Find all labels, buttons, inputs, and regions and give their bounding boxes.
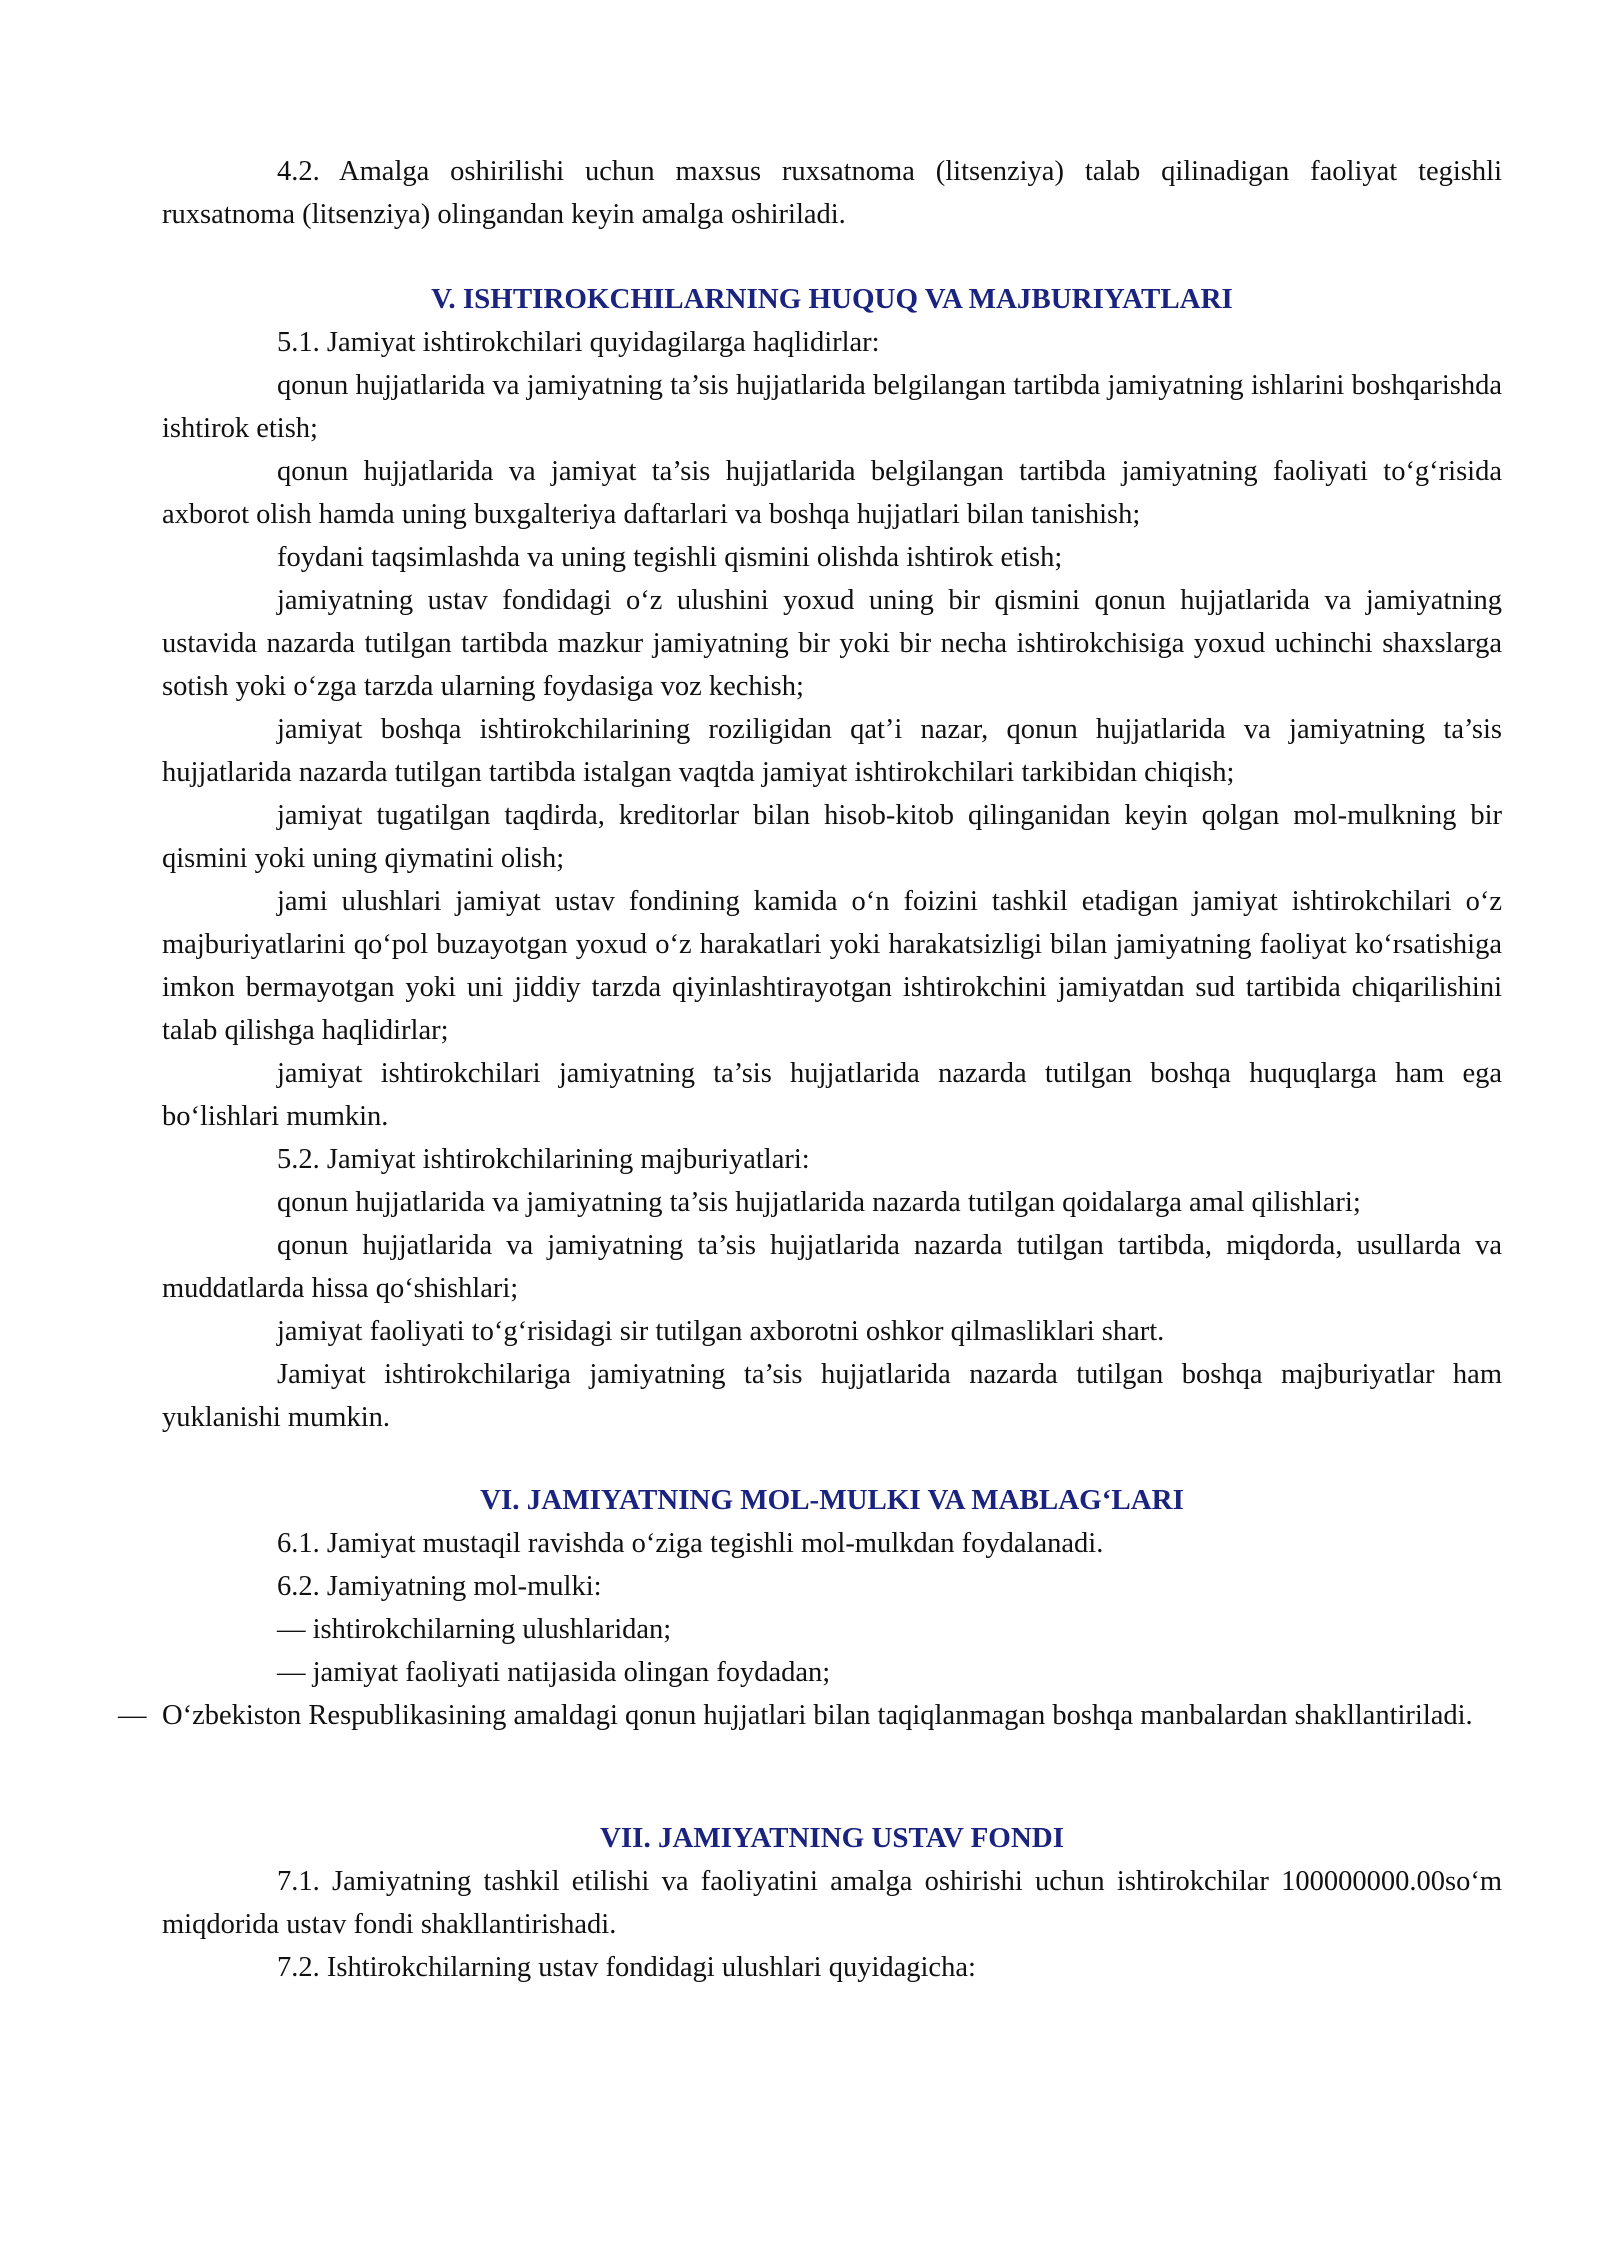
paragraph: jamiyat ishtirokchilari jamiyatning ta’sis hujjatlarida nazarda tutilgan boshqa huquqlarga ham ega bo‘lishlari mumkin. <box>162 1058 1502 1132</box>
list-item-text: O‘zbekiston Respublikasining amaldagi qonun hujjatlari bilan taqiqlanmagan boshqa manbalardan shakllantiriladi. <box>162 1700 1473 1731</box>
paragraph: jamiyat faoliyati to‘g‘risidagi sir tutilgan axborotni oshkor qilmasliklari shart. <box>277 1316 1165 1347</box>
paragraph-7-1: 7.1. Jamiyatning tashkil etilishi va faoliyatini amalga oshirishi uchun ishtirokchilar 100000000.00so‘m miqdorida ustav fondi shakllantirishadi. <box>162 1866 1502 1940</box>
paragraph-7-2: 7.2. Ishtirokchilarning ustav fondidagi ulushlari quyidagicha: <box>277 1952 976 1983</box>
paragraph: qonun hujjatlarida va jamiyat ta’sis hujjatlarida belgilangan tartibda jamiyatning faoliyati to‘g‘risida axborot olish hamda uning buxgalteriya daftarlari va boshqa hujjatlari bilan tanishish; <box>162 456 1502 530</box>
list-item-outdented <box>118 1694 1502 1737</box>
paragraph-6-1: 6.1. Jamiyat mustaqil ravishda o‘ziga tegishli mol-mulkdan foydalanadi. <box>277 1528 1104 1559</box>
section-heading-vi: VI. JAMIYATNING MOL-MULKI VA MABLAG‘LARI <box>480 1484 1184 1516</box>
paragraph: Jamiyat ishtirokchilariga jamiyatning ta’sis hujjatlarida nazarda tutilgan boshqa majburiyatlar ham yuklanishi mumkin. <box>162 1359 1502 1433</box>
paragraph: jamiyat tugatilgan taqdirda, kreditorlar bilan hisob-kitob qilinganidan keyin qolgan mol-mulkning bir qismini yoki uning qiymatini olish; <box>162 800 1502 874</box>
section-heading-v: V. ISHTIROKCHILARNING HUQUQ VA MAJBURIYATLARI <box>431 283 1233 315</box>
paragraph: jamiyatning ustav fondidagi o‘z ulushini yoxud uning bir qismini qonun hujjatlarida va jamiyatning ustavida nazarda tutilgan tartibda mazkur jamiyatning bir yoki bir necha ishtirokchisiga yoxud uchinchi shaxslarga sotish yoki o‘zga tarzda ularning foydasiga voz kechish; <box>162 585 1502 702</box>
list-item: — jamiyat faoliyati natijasida olingan foydadan; <box>277 1657 831 1688</box>
paragraph-5-1: 5.1. Jamiyat ishtirokchilari quyidagilarga haqlidirlar: <box>277 327 880 358</box>
list-item: — ishtirokchilarning ulushlaridan; <box>277 1614 672 1645</box>
paragraph: qonun hujjatlarida va jamiyatning ta’sis hujjatlarida nazarda tutilgan qoidalarga amal qilishlari; <box>277 1187 1361 1218</box>
paragraph: jamiyat boshqa ishtirokchilarining roziligidan qat’i nazar, qonun hujjatlarida va jamiyatning ta’sis hujjatlarida nazarda tutilgan tartibda istalgan vaqtda jamiyat ishtirokchilari tarkibidan chiqish; <box>162 714 1502 788</box>
section-heading-vii: VII. JAMIYATNING USTAV FONDI <box>599 1822 1065 1854</box>
document-page <box>118 150 1502 1989</box>
paragraph-4-2: 4.2. Amalga oshirilishi uchun maxsus ruxsatnoma (litsenziya) talab qilinadigan faoliyat tegishli ruxsatnoma (litsenziya) olingandan keyin amalga oshiriladi. <box>162 156 1502 230</box>
paragraph: qonun hujjatlarida va jamiyatning ta’sis hujjatlarida nazarda tutilgan tartibda, miqdorda, usullarda va muddatlarda hissa qo‘shishlari; <box>162 1230 1502 1304</box>
paragraph-5-2: 5.2. Jamiyat ishtirokchilarining majburiyatlari: <box>277 1144 810 1175</box>
paragraph: qonun hujjatlarida va jamiyatning ta’sis hujjatlarida belgilangan tartibda jamiyatning ishlarini boshqarishda ishtirok etish; <box>162 370 1502 444</box>
paragraph: jami ulushlari jamiyat ustav fondining kamida o‘n foizini tashkil etadigan jamiyat ishtirokchilari o‘z majburiyatlarini qo‘pol buzayotgan yoxud o‘z harakatlari yoki harakatsizligi bilan jamiyatning faoliyat ko‘rsatishiga imkon bermayotgan yoki uni jiddiy tarzda qiyinlashtirayotgan ishtirokchini jamiyatdan sud tartibida chiqarilishini talab qilishga haqlidirlar; <box>162 886 1502 1046</box>
paragraph-6-2: 6.2. Jamiyatning mol-mulki: <box>277 1571 602 1602</box>
paragraph: foydani taqsimlashda va uning tegishli qismini olishda ishtirok etish; <box>277 542 1063 573</box>
dash-bullet: — <box>118 1700 147 1731</box>
